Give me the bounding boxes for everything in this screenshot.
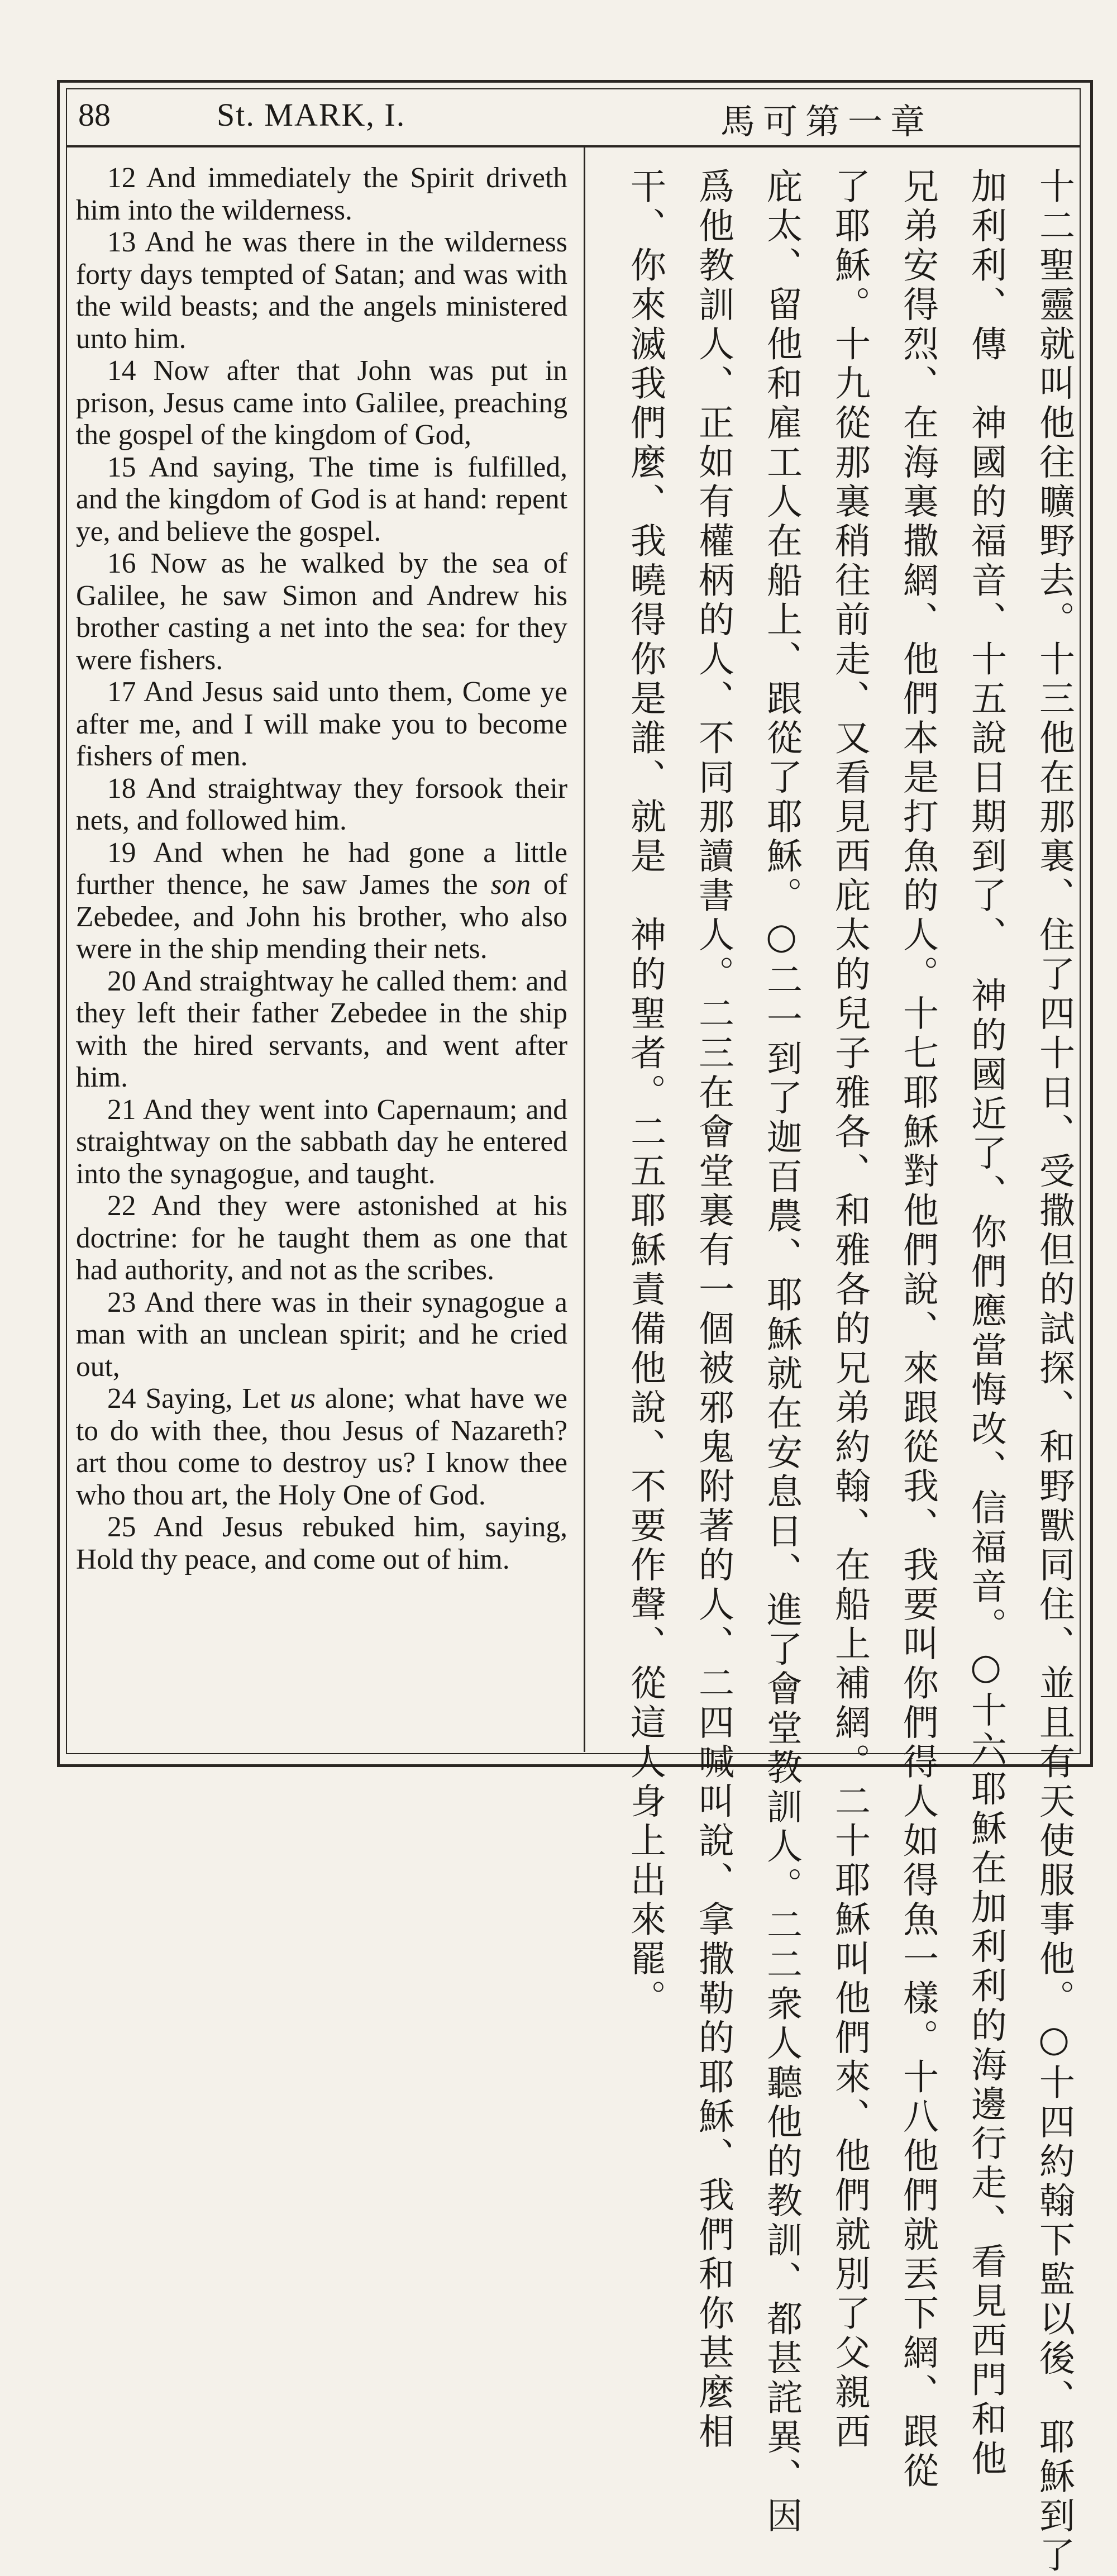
page-number: 88	[78, 97, 111, 133]
verse-number: 16	[107, 547, 136, 579]
verse-number: 21	[107, 1093, 136, 1126]
verse-25	[76, 1511, 567, 1575]
verse-text: And when he had gone a little further thence, he saw James the	[76, 836, 567, 901]
chinese-column: 爲他教訓人、正如有權柄的人、不同那讀書人。二三在會堂裏有一個被邪鬼附著的人、二四喊叫說、拿撒勒的耶穌、我們和你甚麼相	[693, 168, 734, 2452]
column-divider	[584, 147, 585, 1752]
chinese-column: 兄弟安得烈、在海裏撒網、他們本是打魚的人。十七耶穌對他們說、來跟從我、我要叫你們得人如得魚一樣。十八他們就丟下網、跟從	[897, 168, 938, 2492]
verse-text: And Jesus rebuked him, saying, Hold thy peace, and come out of him.	[76, 1511, 567, 1575]
verse-text-after: of Zebedee, and John his brother, who also were in the ship mending their nets.	[76, 869, 568, 965]
verse-16	[76, 547, 567, 676]
chinese-column: 十二聖靈就叫他往曠野去。十三他在那裏、住了四十日、受撒但的試探、和野獸同住、並且有天使服事他。○十四約翰下監以後、耶穌到了	[1033, 168, 1075, 2576]
verse-number: 13	[107, 226, 136, 258]
verse-23	[76, 1287, 567, 1383]
chinese-text-column	[599, 168, 1075, 2576]
verse-text: Now after that John was put in prison, Jesus came into Galilee, preaching the gospel of the kingdom of God,	[76, 355, 568, 451]
verse-text: Now as he walked by the sea of Galilee, he saw Simon and Andrew his brother casting a net into the sea: for they were fishers.	[76, 547, 568, 676]
verse-text: And straightway they forsook their nets, and followed him.	[76, 772, 567, 836]
verse-number: 18	[107, 772, 136, 804]
verse-number: 22	[107, 1190, 136, 1222]
verse-text: Saying, Let	[145, 1383, 281, 1415]
verse-italic-word: us	[290, 1383, 316, 1415]
verse-12	[76, 162, 567, 226]
verse-number: 23	[107, 1286, 136, 1318]
verse-number: 14	[107, 355, 136, 387]
verse-number: 12	[107, 162, 136, 194]
verse-number: 24	[107, 1383, 136, 1415]
verse-text-after: alone; what have we to do with thee, thou Jesus of Nazareth? art thou come to destroy us? I know thee who thou art, the Holy One of God.	[76, 1383, 568, 1511]
verse-text: And straightway he called them: and they left their father Zebedee in the ship with the hired servants, and went after him.	[76, 965, 567, 1093]
verse-13	[76, 226, 567, 355]
verse-text: And saying, The time is fulfilled, and the kingdom of God is at hand: repent ye, and believe the gospel.	[76, 451, 567, 547]
verse-text: And they went into Capernaum; and straightway on the sabbath day he entered into the synagogue, and taught.	[76, 1093, 567, 1190]
verse-italic-word: son	[490, 869, 531, 901]
verse-20	[76, 965, 567, 1094]
chinese-column: 庇太、留他和雇工人在船上、跟從了耶穌。○二一到了迦百農、耶穌就在安息日、進了會堂教訓人。二二衆人聽他的教訓、都甚詫異、因	[761, 168, 802, 2536]
verse-14	[76, 355, 567, 451]
chinese-column: 干、你來滅我們麼、我曉得你是誰、就是 神的聖者。二五耶穌責備他說、不要作聲、從這人身上出來罷。	[624, 168, 666, 2019]
verse-text: And immediately the Spirit driveth him into the wilderness.	[76, 162, 567, 226]
english-text-column	[76, 162, 567, 1575]
verse-text: And he was there in the wilderness forty days tempted of Satan; and was with the wild beasts; and the angels ministered unto him.	[76, 226, 567, 355]
verse-number: 20	[107, 965, 136, 997]
verse-text: And they were astonished at his doctrine: for he taught them as one that had authority, and not as the scribes.	[76, 1190, 567, 1286]
header-rule	[66, 145, 1080, 147]
chinese-column: 了耶穌。十九從那裏稍往前走、又看見西庇太的兒子雅各、和雅各的兄弟約翰、在船上補網。二十耶穌叫他們來、他們就別了父親西	[829, 168, 870, 2452]
verse-number: 19	[107, 836, 136, 869]
running-head-chinese: 馬可第一章	[720, 101, 933, 142]
verse-text: And there was in their synagogue a man with an unclean spirit; and he cried out,	[76, 1286, 567, 1383]
verse-text: And Jesus said unto them, Come ye after me, and I will make you to become fishers of men.	[76, 676, 567, 772]
verse-17	[76, 676, 567, 773]
verse-18	[76, 773, 567, 837]
verse-19	[76, 837, 567, 965]
verse-number: 25	[107, 1511, 136, 1543]
verse-22	[76, 1190, 567, 1287]
chinese-column: 加利利、傳 神國的福音、十五說日期到了、 神的國近了、你們應當悔改、信福音。○十六耶穌在加利利的海邊行走、看見西門和他	[965, 168, 1006, 2479]
verse-24	[76, 1383, 567, 1511]
verse-number: 17	[107, 676, 136, 708]
verse-15	[76, 451, 567, 548]
verse-number: 15	[107, 451, 136, 483]
verse-21	[76, 1094, 567, 1191]
running-head-english: St. MARK, I.	[217, 97, 406, 133]
